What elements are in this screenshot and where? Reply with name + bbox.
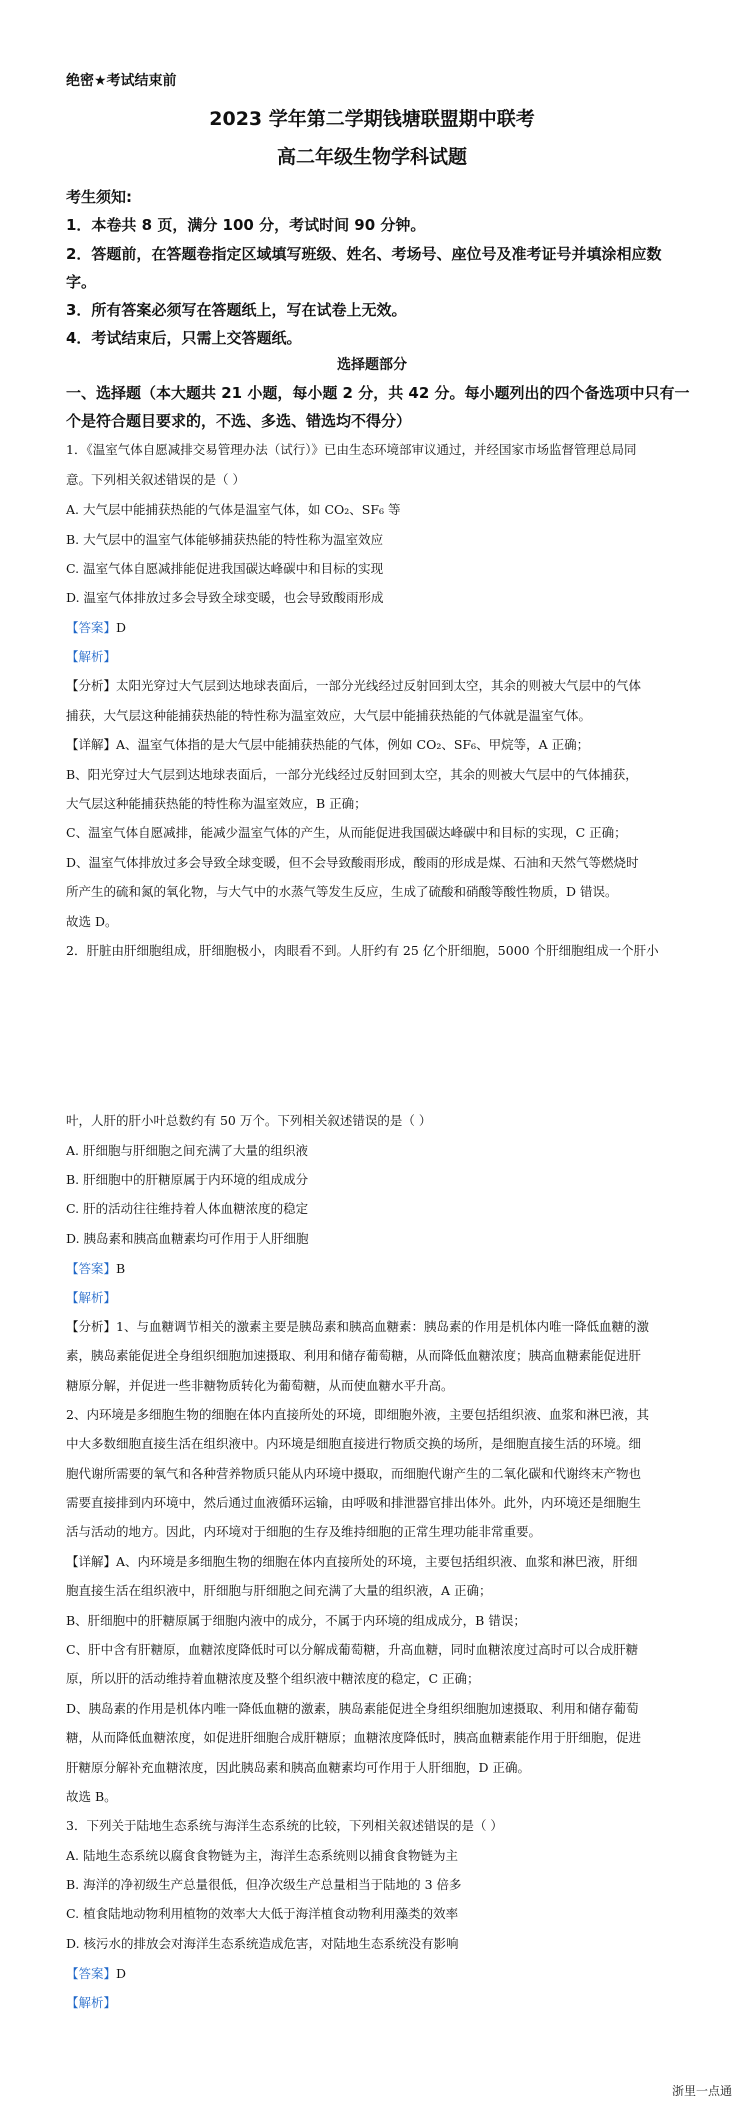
question-2-option-b: B. 肝细胞中的肝糖原属于内环境的组成成分: [66, 1172, 309, 1187]
question-3-stem: 3．下列关于陆地生态系统与海洋生态系统的比较，下列相关叙述错误的是（ ）: [66, 1818, 503, 1833]
notice-item: 1．本卷共 8 页，满分 100 分，考试时间 90 分钟。: [66, 216, 426, 234]
exam-title: 2023 学年第二学期钱塘联盟期中联考: [209, 108, 535, 130]
answer-value: D: [116, 620, 127, 635]
analysis-line: 胞直接生活在组织液中，肝细胞与肝细胞之间充满了大量的组织液，A 正确；: [66, 1583, 492, 1598]
analysis-line: 【详解】A、温室气体指的是大气层中能捕获热能的气体，例如 CO₂、SF₆、甲烷等，A 正确；: [66, 737, 590, 752]
notice-heading: 考生须知:: [66, 188, 132, 206]
question-3-option-b: B. 海洋的净初级生产总量很低，但净次级生产总量相当于陆地的 3 倍多: [66, 1877, 462, 1892]
analysis-line: 【分析】1、与血糖调节相关的激素主要是胰岛素和胰高血糖素：胰岛素的作用是机体内唯一降低血糖的激: [66, 1319, 649, 1334]
analysis-line: 捕获，大气层这种能捕获热能的特性称为温室效应，大气层中能捕获热能的气体就是温室气体。: [66, 708, 592, 723]
analysis-line: B、阳光穿过大气层到达地球表面后，一部分光线经过反射回到太空，其余的则被大气层中的气体捕获，: [66, 767, 638, 782]
question-2-option-c: C. 肝的活动往往维持着人体血糖浓度的稳定: [66, 1201, 309, 1216]
analysis-line: D、温室气体排放过多会导致全球变暖，但不会导致酸雨形成，酸雨的形成是煤、石油和天然气等燃烧时: [66, 855, 639, 870]
analysis-line: 素，胰岛素能促进全身组织细胞加速摄取、利用和储存葡萄糖，从而降低血糖浓度；胰高血糖素能促进肝: [66, 1348, 642, 1363]
analysis-line: 【详解】A、内环境是多细胞生物的细胞在体内直接所处的环境，主要包括组织液、血浆和淋巴液，肝细: [66, 1554, 638, 1569]
analysis-line: B、肝细胞中的肝糖原属于细胞内液中的成分，不属于内环境的组成成分，B 错误；: [66, 1613, 526, 1628]
question-3-option-d: D. 核污水的排放会对海洋生态系统造成危害，对陆地生态系统没有影响: [66, 1936, 459, 1951]
question-2-answer: [66, 1258, 125, 1277]
question-2-stem: 2．肝脏由肝细胞组成，肝细胞极小，肉眼看不到。人肝约有 25 亿个肝细胞，5000 个肝细胞组成一个肝小: [66, 943, 659, 958]
analysis-line: 胞代谢所需要的氧气和各种营养物质只能从内环境中摄取，而细胞代谢产生的二氧化碳和代谢终末产物也: [66, 1466, 642, 1481]
analysis-line: 需要直接排到内环境中，然后通过血液循环运输，由呼吸和排泄器官排出体外。此外，内环境还是细胞生: [66, 1495, 642, 1510]
analysis-line: 糖，从而降低血糖浓度，如促进肝细胞合成肝糖原；血糖浓度降低时，胰高血糖素能作用于肝细胞，促进: [66, 1730, 642, 1745]
question-2-option-a: A. 肝细胞与肝细胞之间充满了大量的组织液: [66, 1143, 308, 1158]
section-instruction: 一、选择题（本大题共 21 小题，每小题 2 分，共 42 分。每小题列出的四个备选项中只有一: [66, 384, 690, 402]
notice-item: 3．所有答案必须写在答题纸上，写在试卷上无效。: [66, 301, 407, 319]
answer-value: B: [116, 1261, 126, 1276]
analysis-line: C、肝中含有肝糖原，血糖浓度降低时可以分解成葡萄糖，升高血糖，同时血糖浓度过高时可以合成肝糖: [66, 1642, 639, 1657]
answer-label: 【答案】: [66, 1261, 117, 1276]
question-1-option-a: A. 大气层中能捕获热能的气体是温室气体，如 CO₂、SF₆ 等: [66, 502, 401, 517]
analysis-line: 2、内环境是多细胞生物的细胞在体内直接所处的环境，即细胞外液，主要包括组织液、血浆和淋巴液，其: [66, 1407, 649, 1422]
analysis-line: 【分析】太阳光穿过大气层到达地球表面后，一部分光线经过反射回到太空，其余的则被大气层中的气体: [66, 678, 642, 693]
confidential-label: 绝密★考试结束前: [66, 73, 177, 89]
question-1-stem: 1．《温室气体自愿减排交易管理办法（试行）》已由生态环境部审议通过，并经国家市场监督管理总局同: [66, 442, 637, 457]
question-1-answer: [66, 617, 126, 636]
question-3-option-c: C. 植食陆地动物利用植物的效率大大低于海洋植食动物利用藻类的效率: [66, 1906, 459, 1921]
analysis-line: 原，所以肝的活动维持着血糖浓度及整个组织液中糖浓度的稳定，C 正确；: [66, 1671, 480, 1686]
question-1-stem: 意。下列相关叙述错误的是（ ）: [66, 472, 245, 487]
analysis-line: 故选 B。: [66, 1789, 117, 1804]
analysis-line: 中大多数细胞直接生活在组织液中。内环境是细胞直接进行物质交换的场所，是细胞直接生活的环境。细: [66, 1436, 642, 1451]
analysis-line: 活与活动的地方。因此，内环境对于细胞的生存及维持细胞的正常生理功能非常重要。: [66, 1524, 542, 1539]
footer-brand: 浙里一点通: [671, 2084, 732, 2098]
question-3-answer: [66, 1963, 126, 1982]
exam-subtitle: 高二年级生物学科试题: [276, 146, 467, 168]
answer-label: 【答案】: [66, 620, 117, 635]
analysis-line: D、胰岛素的作用是机体内唯一降低血糖的激素，胰岛素能促进全身组织细胞加速摄取、利用和储存葡萄: [66, 1701, 639, 1716]
answer-label: 【答案】: [66, 1966, 117, 1981]
analysis-line: 糖原分解，并促进一些非糖物质转化为葡萄糖，从而使血糖水平升高。: [66, 1378, 454, 1393]
analysis-line: 大气层这种能捕获热能的特性称为温室效应，B 正确；: [66, 796, 367, 811]
notice-item: 字。: [66, 273, 97, 291]
section-instruction: 个是符合题目要求的，不选、多选、错选均不得分）: [66, 412, 412, 430]
notice-item: 2．答题前，在答题卷指定区域填写班级、姓名、考场号、座位号及准考证号并填涂相应数: [66, 245, 662, 263]
question-1-option-c: C. 温室气体自愿减排能促进我国碳达峰碳中和目标的实现: [66, 561, 384, 576]
section-title: 选择题部分: [337, 357, 407, 373]
analysis-line: 故选 D。: [66, 914, 118, 929]
analysis-line: 肝糖原分解补充血糖浓度，因此胰岛素和胰高血糖素均可作用于人肝细胞，D 正确。: [66, 1760, 530, 1775]
question-2-stem: 叶，人肝的肝小叶总数约有 50 万个。下列相关叙述错误的是（ ）: [66, 1113, 432, 1128]
notice-item: 4．考试结束后，只需上交答题纸。: [66, 329, 302, 347]
question-3-option-a: A. 陆地生态系统以腐食食物链为主，海洋生态系统则以捕食食物链为主: [66, 1848, 458, 1863]
question-1-option-b: B. 大气层中的温室气体能够捕获热能的特性称为温室效应: [66, 532, 384, 547]
question-1-option-d: D. 温室气体排放过多会导致全球变暖，也会导致酸雨形成: [66, 590, 384, 605]
analysis-line: C、温室气体自愿减排，能减少温室气体的产生，从而能促进我国碳达峰碳中和目标的实现，C 正确；: [66, 825, 627, 840]
answer-value: D: [116, 1966, 127, 1981]
analysis-label: 【解析】: [66, 1290, 117, 1305]
question-2-option-d: D. 胰岛素和胰高血糖素均可作用于人肝细胞: [66, 1231, 309, 1246]
analysis-label: 【解析】: [66, 649, 117, 664]
analysis-line: 所产生的硫和氮的氧化物，与大气中的水蒸气等发生反应，生成了硫酸和硝酸等酸性物质，D 错误。: [66, 884, 618, 899]
analysis-label: 【解析】: [66, 1995, 117, 2010]
